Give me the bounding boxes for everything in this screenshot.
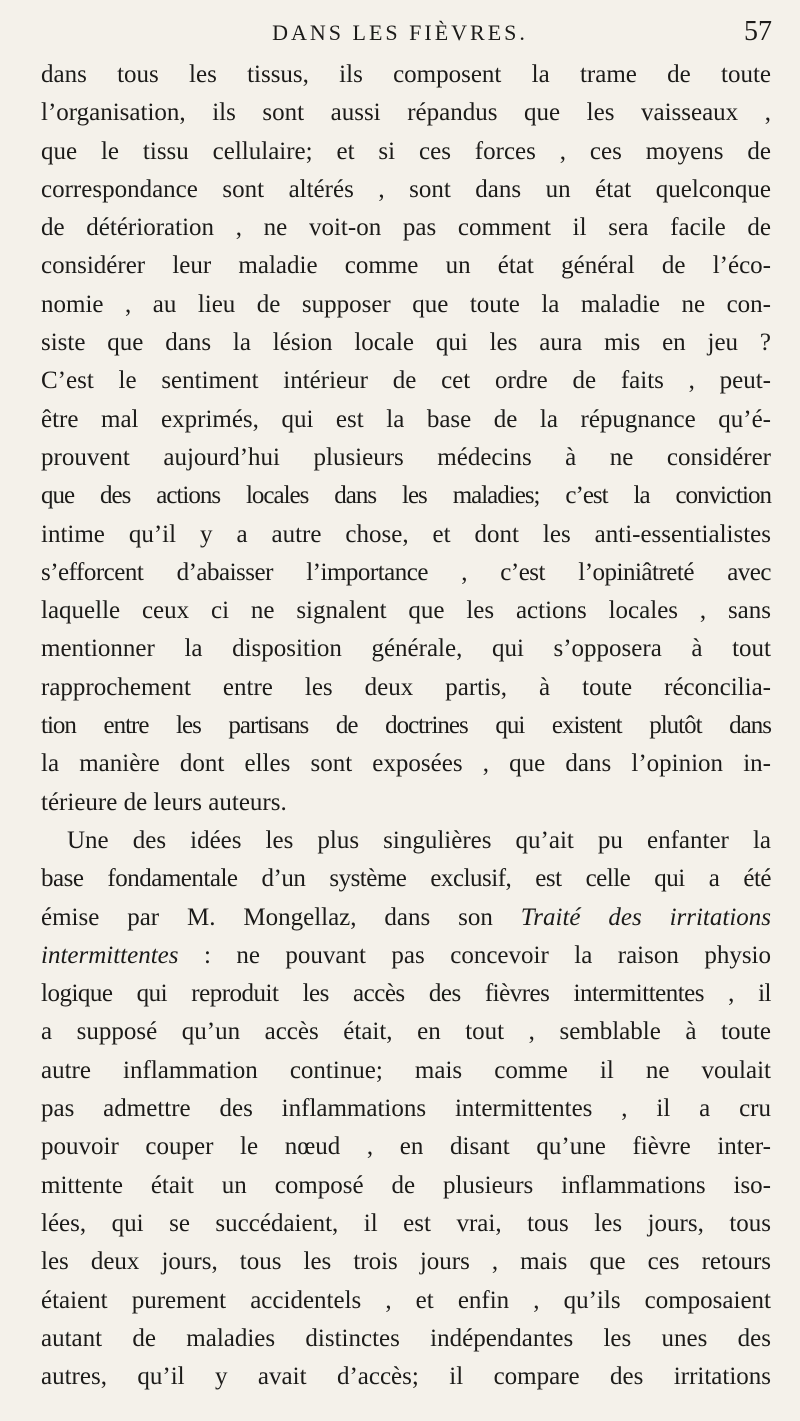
text-line: pas admettre des inflammations intermittentes , il a cru — [41, 1095, 771, 1123]
text-line-with-title — [41, 899, 771, 937]
text-line: étaient purement accidentels , et enfin , qu’ils composaient — [41, 1286, 771, 1314]
text-line: térieure de leurs auteurs. — [41, 788, 287, 816]
text-line: la manière dont elles sont exposées , que dans l’opinion in- — [41, 750, 771, 778]
text-line: considérer leur maladie comme un état général de l’éco- — [41, 252, 771, 280]
text-line: tion entre les partisans de doctrines qui existent plutôt dans — [41, 712, 771, 740]
text-line: autre inflammation continue; mais comme il ne voulait — [41, 1056, 771, 1084]
text-segment: émise par M. Mongellaz, dans son — [41, 903, 493, 931]
text-line: les deux jours, tous les trois jours , mais que ces retours — [41, 1248, 771, 1276]
text-line: s’efforcent d’abaisser l’importance , c’est l’opiniâtreté avec — [41, 558, 771, 586]
text-segment: : ne pouvant pas concevoir la raison physio — [203, 941, 771, 969]
text-line-with-title — [41, 937, 771, 975]
body-text — [41, 56, 771, 1396]
text-line: Une des idées les plus singulières qu’ait pu enfanter la — [67, 826, 771, 854]
running-title: DANS LES FIÈVRES. — [272, 20, 528, 45]
text-line: que des actions locales dans les maladies; c’est la conviction — [41, 482, 771, 510]
text-line: rapprochement entre les deux partis, à toute réconcilia- — [41, 673, 771, 701]
text-line: de détérioration , ne voit-on pas comment il sera facile de — [41, 214, 771, 242]
text-line: autres, qu’il y avait d’accès; il compare des irritations — [41, 1363, 771, 1391]
text-line: lées, qui se succédaient, il est vrai, tous les jours, tous — [41, 1209, 771, 1237]
text-line: être mal exprimés, qui est la base de la répugnance qu’é- — [41, 405, 771, 433]
italic-title: Traité des irritations — [520, 903, 772, 931]
text-line: correspondance sont altérés , sont dans un état quelconque — [41, 175, 771, 203]
text-line: mittente était un composé de plusieurs inflammations iso- — [41, 1171, 771, 1199]
text-line: dans tous les tissus, ils composent la trame de toute — [41, 61, 771, 88]
text-line: mentionner la disposition générale, qui s’opposera à tout — [41, 635, 771, 663]
text-line: pouvoir couper le nœud , en disant qu’une fièvre inter- — [41, 1133, 771, 1161]
page-number: 57 — [744, 16, 772, 47]
italic-title-continued: intermittentes — [41, 941, 179, 969]
text-line: C’est le sentiment intérieur de cet ordre de faits , peut- — [41, 367, 771, 395]
text-line: autant de maladies distinctes indépendantes les unes des — [41, 1324, 771, 1352]
running-head — [0, 14, 800, 54]
text-line: a supposé qu’un accès était, en tout , semblable à toute — [41, 1018, 771, 1046]
text-line: prouvent aujourd’hui plusieurs médecins à ne considérer — [41, 443, 771, 471]
text-line: que le tissu cellulaire; et si ces forces , ces moyens de — [41, 137, 771, 165]
text-line: laquelle ceux ci ne signalent que les actions locales , sans — [41, 597, 771, 625]
text-line: nomie , au lieu de supposer que toute la maladie ne con- — [41, 290, 771, 318]
text-line: base fondamentale d’un système exclusif, est celle qui a été — [41, 865, 771, 893]
text-line: l’organisation, ils sont aussi répandus que les vaisseaux , — [41, 99, 771, 127]
text-line: intime qu’il y a autre chose, et dont les anti-essentialistes — [41, 520, 771, 548]
text-line: logique qui reproduit les accès des fièvres intermittentes , il — [41, 980, 771, 1008]
text-line: siste que dans la lésion locale qui les aura mis en jeu ? — [41, 329, 771, 357]
